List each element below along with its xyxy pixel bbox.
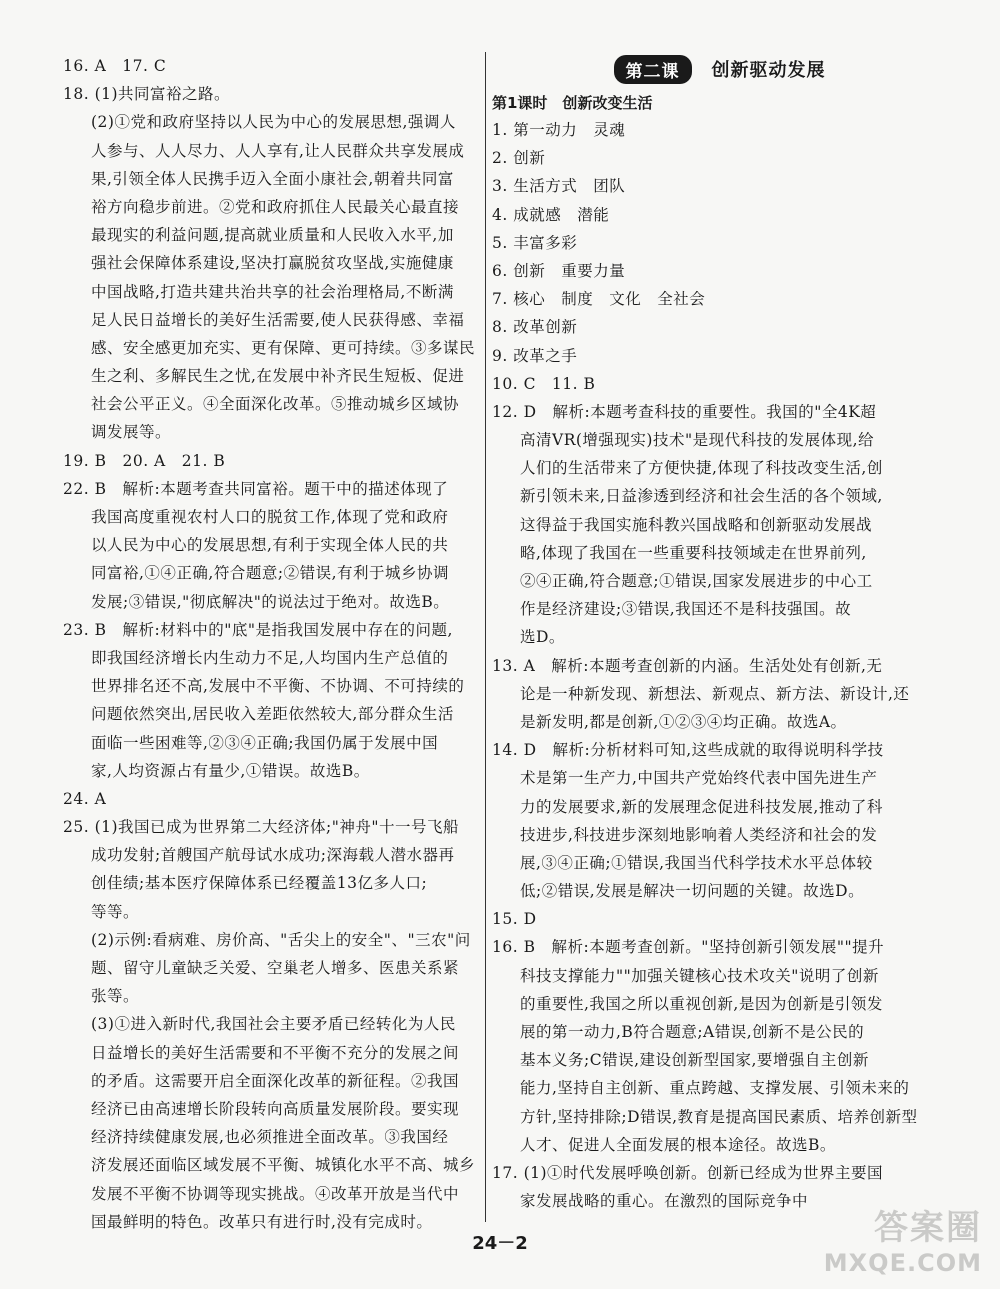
answer-line: 问题依然突出,居民收入差距依然较大,部分群众生活 (91, 705, 454, 724)
answer-line: 创佳绩;基本医疗保障体系已经覆盖13亿多人口; (91, 874, 428, 893)
answer-line: 19. B 20. A 21. B (63, 451, 226, 470)
answer-line: 经济已由高速增长阶段转向高质量发展阶段。要实现 (91, 1099, 460, 1118)
answer-line: 22. B 解析:本题考查共同富裕。题干中的描述体现了 (63, 479, 449, 498)
answer-line: 8. 改革创新 (492, 318, 578, 337)
answer-line: 基本义务;C错误,建设创新型国家,要增强自主创新 (520, 1051, 869, 1070)
answer-line: 17. (1)①时代发展呼唤创新。创新已经成为世界主要国 (492, 1163, 884, 1182)
answer-line: (2)示例:看病难、房价高、"舌尖上的安全"、"三农"问 (91, 930, 471, 949)
answer-line: 是新发明,都是创新,①②③④均正确。故选A。 (520, 712, 847, 731)
answer-line: 3. 生活方式 团队 (492, 177, 626, 196)
answer-line: 7. 核心 制度 文化 全社会 (492, 290, 706, 309)
answer-line: 裕方向稳步前进。②党和政府抓住人民最关心最直接 (91, 197, 460, 216)
answer-line: 方针,坚持排除;D错误,教育是提高国民素质、培养创新型 (520, 1107, 918, 1126)
answer-line: 10. C 11. B (492, 374, 596, 393)
answer-line: 面临一些困难等,②③④正确;我国仍属于发展中国 (91, 733, 439, 752)
answer-line: 略,体现了我国在一些重要科技领域走在世界前列, (520, 543, 867, 562)
answer-line: 13. A 解析:本题考查创新的内涵。生活处处有创新,无 (492, 656, 883, 675)
answer-line: 国最鲜明的特色。改革只有进行时,没有完成时。 (91, 1212, 433, 1231)
answer-line: 16. B 解析:本题考查创新。"坚持创新引领发展""提升 (492, 938, 885, 957)
page-number: 24－2 (472, 1233, 528, 1254)
answer-line: 发展不平衡不协调等现实挑战。④改革开放是当代中 (91, 1184, 460, 1203)
answer-line: 经济持续健康发展,也必须推进全面改革。③我国经 (91, 1128, 449, 1147)
answer-line: 成功发射;首艘国产航母试水成功;深海载人潜水器再 (91, 846, 455, 865)
answer-line: 日益增长的美好生活需要和不平衡不充分的发展之间 (91, 1043, 460, 1062)
answer-line: 家发展战略的重心。在激烈的国际竞争中 (520, 1192, 809, 1211)
answer-line: 题、留守儿童缺乏关爱、空巢老人增多、医患关系紧 (91, 959, 460, 977)
answer-line: 中国战略,打造共建共治共享的社会治理格局,不断满 (91, 282, 454, 301)
answer-line: 济发展还面临区域发展不平衡、城镇化水平不高、城乡 (91, 1156, 476, 1175)
answer-line: 世界排名还不高,发展中不平衡、不协调、不可持续的 (91, 677, 465, 696)
answer-line: 24. A (63, 789, 107, 808)
column-divider (485, 52, 486, 1222)
answer-line: 这得益于我国实施科教兴国战略和创新驱动发展战 (520, 515, 873, 534)
answer-line: 等等。 (91, 902, 140, 921)
answer-line: (2)①党和政府坚持以人民为中心的发展思想,强调人 (91, 113, 456, 132)
answer-line: 强社会保障体系建设,坚决打赢脱贫攻坚战,实施健康 (91, 254, 454, 273)
answer-line: 即我国经济增长内生动力不足,人均国内生产总值的 (91, 648, 449, 667)
answer-line: 张等。 (91, 987, 140, 1006)
right-answer-list (492, 116, 947, 1215)
answer-line: 同富裕,①④正确,符合题意;②错误,有利于城乡协调 (91, 564, 450, 583)
answer-line: 9. 改革之手 (492, 346, 578, 365)
section-title: 第1课时 创新改变生活 (492, 94, 653, 112)
answer-line: 23. B 解析:材料中的"底"是指我国发展中存在的问题, (63, 620, 453, 639)
answer-line: 生之利、多解民生之忧,在发展中补齐民生短板、促进 (91, 367, 465, 386)
answer-line: 足人民日益增长的美好生活需要,使人民获得感、幸福 (91, 310, 465, 329)
answer-line: 技进步,科技进步深刻地影响着人类经济和社会的发 (520, 825, 878, 844)
answer-line: 家,人均资源占有量少,①错误。故选B。 (91, 761, 370, 780)
watermark-logo: 答案圈 (874, 1208, 982, 1248)
answer-line: 25. (1)我国已成为世界第二大经济体;"神舟"十一号飞船 (63, 818, 460, 837)
answer-line: 社会公平正义。④全面深化改革。⑤推动城乡区域协 (91, 395, 460, 414)
answer-line: 感、安全感更加充实、更有保障、更可持续。③多谋民 (91, 338, 476, 357)
answer-line: 术是第一生产力,中国共产党始终代表中国先进生产 (520, 769, 878, 788)
answer-line: 15. D (492, 910, 537, 929)
answer-line: 4. 成就感 潜能 (492, 205, 610, 224)
answer-line: 论是一种新发现、新想法、新观点、新方法、新设计,还 (520, 684, 910, 703)
answer-line: 的重要性,我国之所以重视创新,是因为创新是引领发 (520, 994, 883, 1013)
lesson-header (492, 52, 947, 86)
answer-line: 作是经济建设;③错误,我国还不是科技强国。故 (520, 600, 852, 619)
left-column (63, 52, 480, 1236)
answer-line: ②④正确,符合题意;①错误,国家发展进步的中心工 (520, 572, 873, 590)
answer-line: 力的发展要求,新的发展理念促进科技发展,推动了科 (520, 797, 883, 816)
answer-line: 的矛盾。这需要开启全面深化改革的新征程。②我国 (91, 1071, 460, 1090)
answer-line: 科技支撑能力""加强关键核心技术攻关"说明了创新 (520, 966, 879, 985)
answer-line: 我国高度重视农村人口的脱贫工作,体现了党和政府 (91, 508, 449, 526)
answer-line: 高清VR(增强现实)技术"是现代科技的发展体现,给 (520, 431, 875, 450)
answer-line: 14. D 解析:分析材料可知,这些成就的取得说明科学技 (492, 741, 884, 760)
answer-line: 最现实的利益问题,提高就业质量和人民收入水平,加 (91, 226, 454, 245)
answer-line: 人才、促进人全面发展的根本途径。故选B。 (520, 1135, 836, 1154)
answer-line: 调发展等。 (91, 423, 172, 442)
answer-line: 18. (1)共同富裕之路。 (63, 85, 231, 104)
answer-line: 能力,坚持自主创新、重点跨越、支撑发展、引领未来的 (520, 1079, 910, 1098)
answer-line: 16. A 17. C (63, 57, 167, 75)
answer-line: 2. 创新 (492, 149, 546, 168)
answer-line: 5. 丰富多彩 (492, 233, 578, 252)
answer-line: 以人民为中心的发展思想,有利于实现全体人民的共 (91, 536, 449, 555)
answer-line: 发展;③错误,"彻底解决"的说法过于绝对。故选B。 (91, 592, 450, 611)
answer-line: 展的第一动力,B符合题意;A错误,创新不是公民的 (520, 1023, 865, 1041)
watermark (824, 1200, 982, 1277)
right-column (492, 52, 947, 1215)
answer-line: 12. D 解析:本题考查科技的重要性。我国的"全4K超 (492, 402, 877, 421)
answer-line: 展,③④正确;①错误,我国当代科学技术水平总体较 (520, 853, 873, 872)
answer-line: 1. 第一动力 灵魂 (492, 121, 626, 139)
answer-line: 低;②错误,发展是解决一切问题的关键。故选D。 (520, 882, 865, 901)
answer-line: 果,引领全体人民携手迈入全面小康社会,朝着共同富 (91, 169, 454, 188)
answer-line: 人们的生活带来了方便快捷,体现了科技改变生活,创 (520, 459, 883, 478)
answer-line: (3)①进入新时代,我国社会主要矛盾已经转化为人民 (91, 1015, 456, 1034)
lesson-title: 创新驱动发展 (711, 60, 826, 81)
answer-line: 6. 创新 重要力量 (492, 261, 626, 280)
answer-line: 人参与、人人尽力、人人享有,让人民群众共享发展成 (91, 141, 465, 160)
answer-line: 新引领未来,日益渗透到经济和社会生活的各个领域, (520, 487, 883, 506)
answer-line: 选D。 (520, 628, 565, 647)
watermark-url: MXQE.COM (823, 1249, 982, 1277)
lesson-badge: 第二课 (614, 55, 692, 84)
